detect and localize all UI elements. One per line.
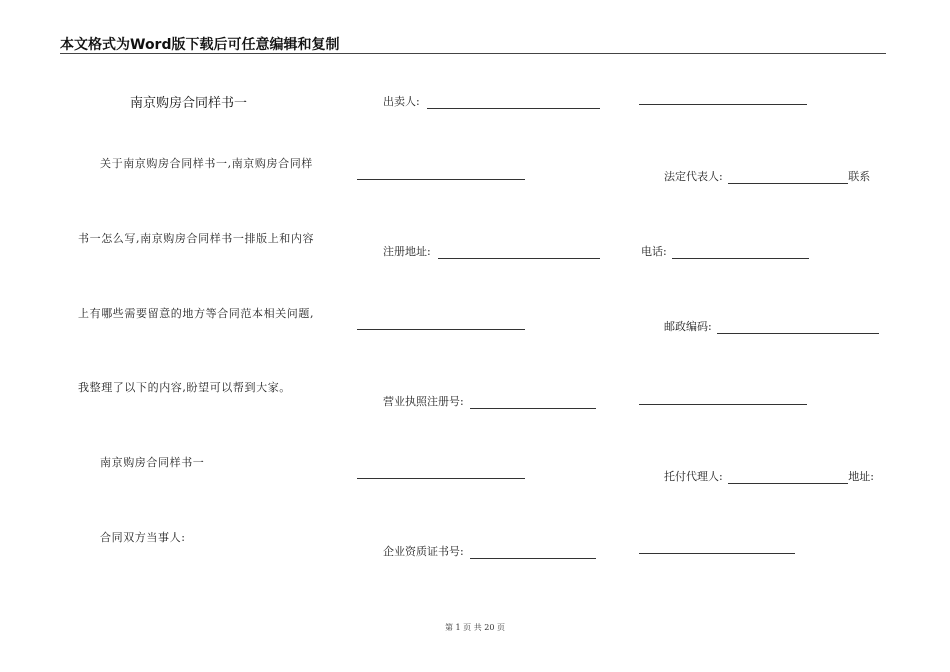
qualification-blank: [470, 546, 596, 559]
paragraph-line-1: 关于南京购房合同样书一,南京购房合同样: [100, 157, 313, 170]
license-label: 营业执照注册号:: [383, 395, 464, 408]
paragraph-line-3: 上有哪些需要留意的地方等合同范本相关问题,: [78, 307, 315, 320]
blank-line-row6: [357, 478, 525, 479]
qualification-field: [383, 543, 596, 559]
document-header: 本文格式为Word版下载后可任意编辑和复制: [60, 37, 340, 53]
paragraph-line-6: 合同双方当事人:: [100, 531, 186, 544]
reg-address-field: [383, 243, 600, 259]
legal-rep-blank: [728, 171, 848, 184]
agent-blank: [728, 471, 848, 484]
license-blank-2: [639, 404, 807, 405]
postcode-label: 邮政编码:: [664, 320, 712, 333]
seller-blank-2: [639, 104, 807, 105]
postcode-blank: [717, 321, 879, 334]
reg-address-label: 注册地址:: [383, 245, 431, 258]
postcode-field: [664, 318, 879, 334]
qualification-blank-2: [639, 553, 795, 554]
contact-label: 联系: [848, 170, 871, 183]
paragraph-line-5: 南京购房合同样书一: [100, 456, 205, 469]
license-blank: [470, 396, 596, 409]
blank-line-row4: [357, 329, 525, 330]
reg-address-blank: [438, 246, 600, 259]
seller-blank: [427, 96, 600, 109]
header-divider: [60, 53, 886, 54]
page-number: 第 1 页 共 20 页: [445, 623, 505, 632]
license-field: [383, 393, 596, 409]
agent-field: [664, 468, 874, 484]
qualification-label: 企业资质证书号:: [383, 545, 464, 558]
legal-rep-label: 法定代表人:: [664, 170, 723, 183]
legal-rep-field: [664, 168, 870, 184]
phone-label: 电话:: [641, 245, 667, 258]
phone-field: [641, 243, 809, 259]
blank-line-row2: [357, 179, 525, 180]
seller-field: [383, 93, 600, 109]
seller-label: 出卖人:: [383, 95, 420, 108]
document-title: 南京购房合同样书一: [130, 96, 248, 111]
paragraph-line-2: 书一怎么写,南京购房合同样书一排版上和内容: [78, 232, 315, 245]
agent-label: 托付代理人:: [664, 470, 723, 483]
address-label: 地址:: [848, 470, 874, 483]
phone-blank: [672, 246, 809, 259]
paragraph-line-4: 我整理了以下的内容,盼望可以帮到大家。: [78, 381, 291, 394]
